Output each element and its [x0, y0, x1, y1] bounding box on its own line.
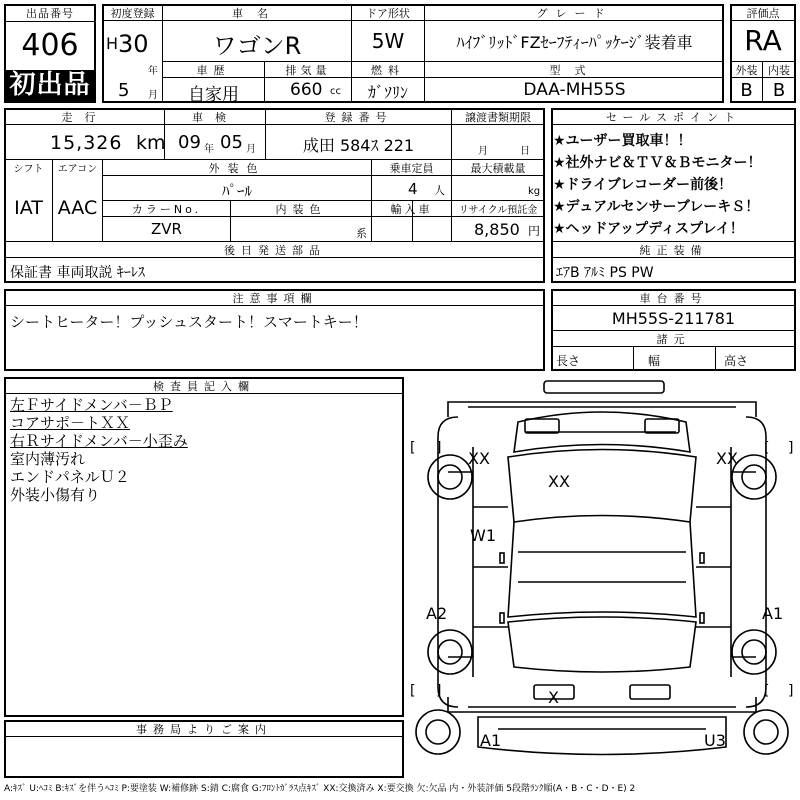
load-label: 最大積載量	[470, 162, 526, 175]
interior-color-label: 内装色	[275, 203, 327, 216]
chassis-number: MH55S-211781	[611, 309, 736, 328]
car-diagram	[408, 377, 796, 778]
model-value: DAA-MH55S	[523, 80, 626, 100]
car-name: ワゴンR	[212, 32, 302, 60]
inspection-year-unit: 年	[204, 144, 214, 155]
transfer-day-unit: 日	[520, 146, 530, 157]
notes-label: 注意事項欄	[232, 292, 318, 305]
interior-color-unit: 系	[356, 227, 367, 240]
damage-mark-rear-panel: X	[548, 688, 559, 707]
reg-month: 5	[118, 80, 130, 101]
bracket-glyph: ]	[436, 683, 442, 699]
sales-point: ★社外ナビ＆ＴＶ＆Ｂモニター！	[553, 155, 762, 171]
damage-mark-left-side: A2	[426, 604, 448, 623]
car-name-label: 車名	[232, 7, 282, 20]
aircon-value: AAC	[57, 197, 98, 219]
damage-mark-front-left: XX	[468, 449, 490, 468]
damage-mark-hood: XX	[548, 472, 570, 491]
equipment-value: ｴｱB ｱﾙﾐ PS PW	[556, 265, 654, 281]
int-label: 内装	[768, 64, 790, 77]
recycle-unit: 円	[528, 224, 541, 238]
history-value: 自家用	[188, 85, 239, 105]
inspector-line: 左Ｆサイドメンバ－ＢＰ	[10, 396, 173, 414]
fuel-label: 燃料	[371, 64, 405, 77]
car-outline-svg	[408, 377, 796, 778]
capacity-unit: 人	[434, 184, 445, 197]
sales-points-label: セールスポイント	[605, 111, 741, 124]
shift-label: シフト	[13, 164, 44, 175]
ext-label: 外装	[735, 64, 758, 77]
later-parts-label: 後日発送部品	[224, 244, 326, 257]
door-value: 5W	[371, 29, 405, 53]
bracket-glyph: [	[410, 683, 416, 699]
transfer-label: 譲渡書類期限	[465, 111, 531, 124]
width-label: 幅	[648, 354, 661, 368]
score-label: 評価点	[746, 7, 780, 20]
mileage-label: 走行	[61, 111, 108, 124]
score-value: RA	[744, 24, 782, 57]
color-no-label: カラーNo.	[131, 203, 202, 216]
damage-mark-right-side: A1	[762, 604, 784, 623]
damage-mark-rear-bumper-right: U3	[704, 731, 726, 750]
mileage-unit: km	[136, 132, 166, 154]
bracket-glyph: ]	[788, 683, 794, 699]
damage-mark-front-right: XX	[716, 449, 738, 468]
displacement-label: 排気量	[285, 64, 331, 77]
bracket-glyph: ]	[788, 440, 794, 456]
capacity-value: 4	[408, 180, 418, 198]
grade-label: グレード	[536, 7, 613, 20]
height-label: 高さ	[724, 354, 749, 368]
load-unit: kg	[528, 186, 541, 197]
plate-value: 成田 584ｽ 221	[302, 136, 415, 155]
inspector-label: 検査員記入欄	[153, 380, 255, 393]
capacity-label: 乗車定員	[389, 162, 434, 175]
color-value: ﾊﾟｰﾙ	[221, 182, 252, 200]
damage-mark-fender-left: W1	[470, 526, 496, 545]
reg-month-unit: 月	[148, 90, 158, 101]
inspector-line: エンドパネルＵ２	[10, 468, 130, 486]
aircon-label: エアコン	[57, 164, 98, 175]
spec-label: 諸元	[656, 333, 691, 346]
sales-point: ★デュアルセンサーブレーキＳ！	[553, 199, 760, 215]
reg-label: 初度登録	[110, 7, 155, 20]
int-score: B	[772, 80, 786, 101]
lot-number: 406	[21, 28, 79, 63]
notes-text: シートヒーター！プッシュスタート！スマートキー！	[10, 313, 368, 331]
length-label: 長さ	[556, 354, 581, 368]
recycle-label: リサイクル預託金	[458, 205, 538, 216]
door-label: ドア形状	[366, 7, 410, 20]
legend-text: A:ｷｽﾞ U:ﾍｺﾐ B:ｷｽﾞを伴うﾍｺﾐ P:要塗装 W:補修跡 S:錆 C:腐食 G:ﾌﾛﾝﾄｶﾞﾗｽ点ｷｽﾞ XX:交換済み X:要交換 欠:欠品 内・外装評価 5段階ﾗﾝｸ順(A・B・C・D・E) 2	[4, 784, 636, 794]
lot-label: 出品番号	[6, 6, 94, 22]
sales-point: ★ドライブレコーダー前後！	[553, 177, 733, 193]
damage-mark-rear-bumper-left: A1	[480, 731, 502, 750]
history-label: 車歴	[196, 64, 231, 77]
sales-point: ★ヘッドアップディスプレイ！	[553, 221, 744, 237]
office-label: 事務局よりご案内	[136, 723, 272, 736]
transfer-month-unit: 月	[478, 146, 488, 157]
reg-year: 30	[118, 30, 149, 58]
inspector-line: 右Ｒサイドメンバ－小歪み	[10, 432, 188, 450]
fuel-value: ｶﾞｿﾘﾝ	[367, 83, 408, 102]
recycle-value: 8,850	[474, 220, 520, 239]
inspector-line: コアサポ－トＸＸ	[10, 414, 131, 432]
first-listing-text: 初出品	[9, 70, 91, 100]
reg-era: H	[106, 34, 119, 53]
color-label: 外装色	[208, 162, 266, 175]
color-no-value: ZVR	[151, 220, 182, 238]
model-label: 型式	[549, 64, 600, 77]
bracket-glyph: [	[764, 683, 770, 699]
displacement-value: 660	[290, 80, 323, 100]
bracket-glyph: [	[410, 440, 416, 456]
mileage-value: 15,326	[50, 132, 123, 154]
bracket-glyph: [	[764, 440, 770, 456]
inspector-line: 外装小傷有り	[10, 486, 101, 504]
reg-year-unit: 年	[148, 66, 158, 77]
inspection-month: 05	[220, 132, 243, 153]
chassis-label: 車台番号	[639, 292, 708, 305]
shift-value: IAT	[14, 197, 43, 219]
lot-box	[4, 4, 96, 103]
inspection-month-unit: 月	[246, 144, 256, 155]
inspection-label: 車検	[192, 111, 238, 124]
inspector-line: 室内薄汚れ	[10, 450, 86, 468]
bracket-glyph: ]	[436, 440, 442, 456]
displacement-unit: cc	[330, 86, 341, 97]
ext-score: B	[740, 80, 753, 101]
grade-value: ﾊｲﾌﾞﾘｯﾄﾞFZｾｰﾌﾃｨｰﾊﾟｯｹｰｼﾞ装着車	[456, 33, 693, 52]
equipment-label: 純正装備	[639, 244, 708, 257]
sales-point: ★ユーザー買取車！！	[553, 133, 692, 149]
import-label: 輸入車	[390, 203, 433, 216]
inspection-year: 09	[178, 132, 201, 153]
later-parts-value: 保証書 車両取説 ｷｰﾚｽ	[10, 265, 145, 281]
plate-label: 登録番号	[324, 111, 393, 124]
